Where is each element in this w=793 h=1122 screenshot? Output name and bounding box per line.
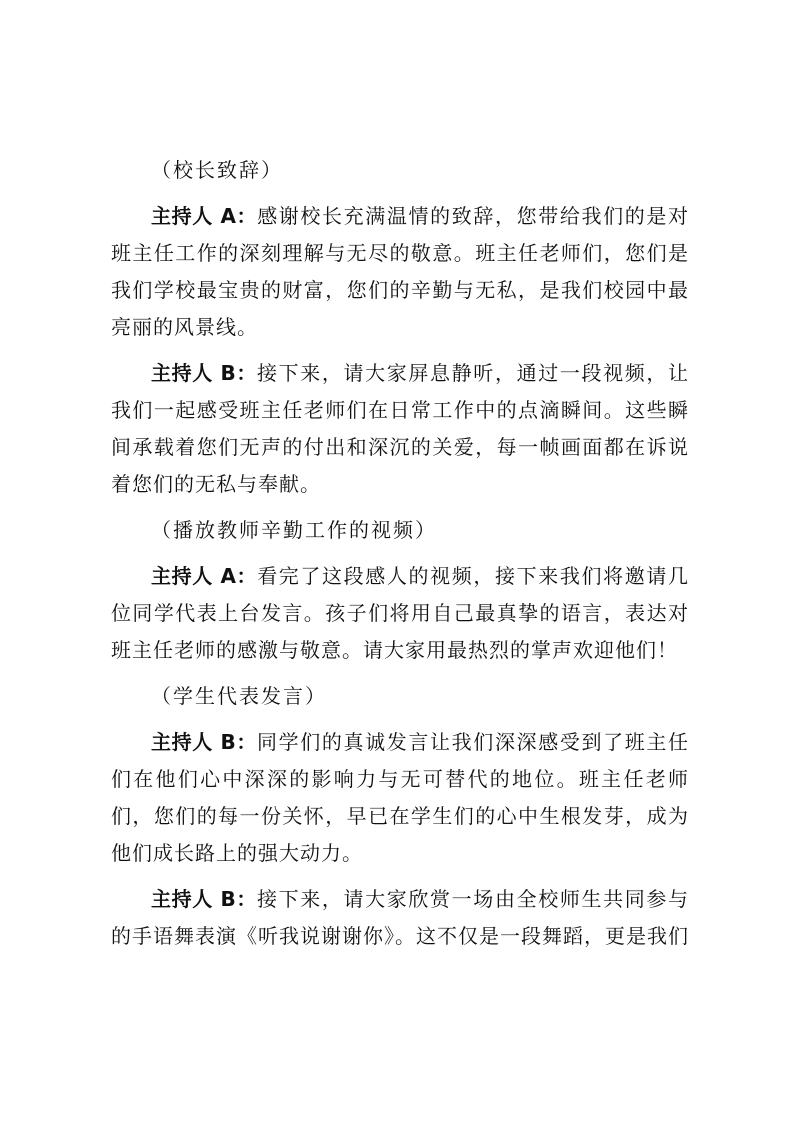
paragraph-text: 接下来，请大家欣赏一场由全校师生共同参与的手语舞表演《听我说谢谢你》。这不仅是一段舞蹈，更是我们 — [111, 887, 689, 948]
host-b-dance-intro-paragraph — [111, 881, 689, 955]
host-a-student-intro-paragraph — [111, 558, 689, 669]
paragraph-text: 看完了这段感人的视频，接下来我们将邀请几位同学代表上台发言。孩子们将用自己最真挚的语言，表达对班主任老师的感激与敬意。请大家用最热烈的掌声欢迎他们！ — [111, 564, 690, 662]
stage-direction-principal-speech: （校长致辞） — [151, 158, 283, 182]
paragraph-text: 感谢校长充满温情的致辞，您带给我们的是对班主任工作的深刻理解与无尽的敬意。班主任老师们，您们是我们学校最宝贵的财富，您们的辛勤与无私，是我们校园中最亮丽的风景线。 — [111, 204, 690, 339]
host-a-thanks-paragraph — [111, 198, 689, 346]
speaker-label: 主持人 A： — [151, 204, 258, 228]
stage-direction-video: （播放教师辛勤工作的视频） — [151, 518, 437, 542]
speaker-label: 主持人 B： — [151, 730, 257, 754]
document-body — [111, 152, 689, 964]
speaker-label: 主持人 B： — [151, 361, 257, 385]
paragraph-text: 同学们的真诚发言让我们深深感受到了班主任们在他们心中深深的影响力与无可替代的地位。班主任老师们，您们的每一份关怀，早已在学生们的心中生根发芽，成为他们成长路上的强大动力。 — [111, 730, 689, 865]
speaker-label: 主持人 A： — [151, 564, 258, 588]
stage-direction-student-speech: （学生代表发言） — [151, 684, 327, 708]
host-b-reflection-paragraph — [111, 724, 689, 872]
speaker-label: 主持人 B： — [151, 887, 257, 911]
paragraph-text: 接下来，请大家屏息静听，通过一段视频，让我们一起感受班主任老师们在日常工作中的点滴瞬间。这些瞬间承载着您们无声的付出和深沉的关爱，每一帧画面都在诉说着您们的无私与奉献。 — [111, 361, 689, 496]
host-b-video-intro-paragraph — [111, 355, 689, 503]
